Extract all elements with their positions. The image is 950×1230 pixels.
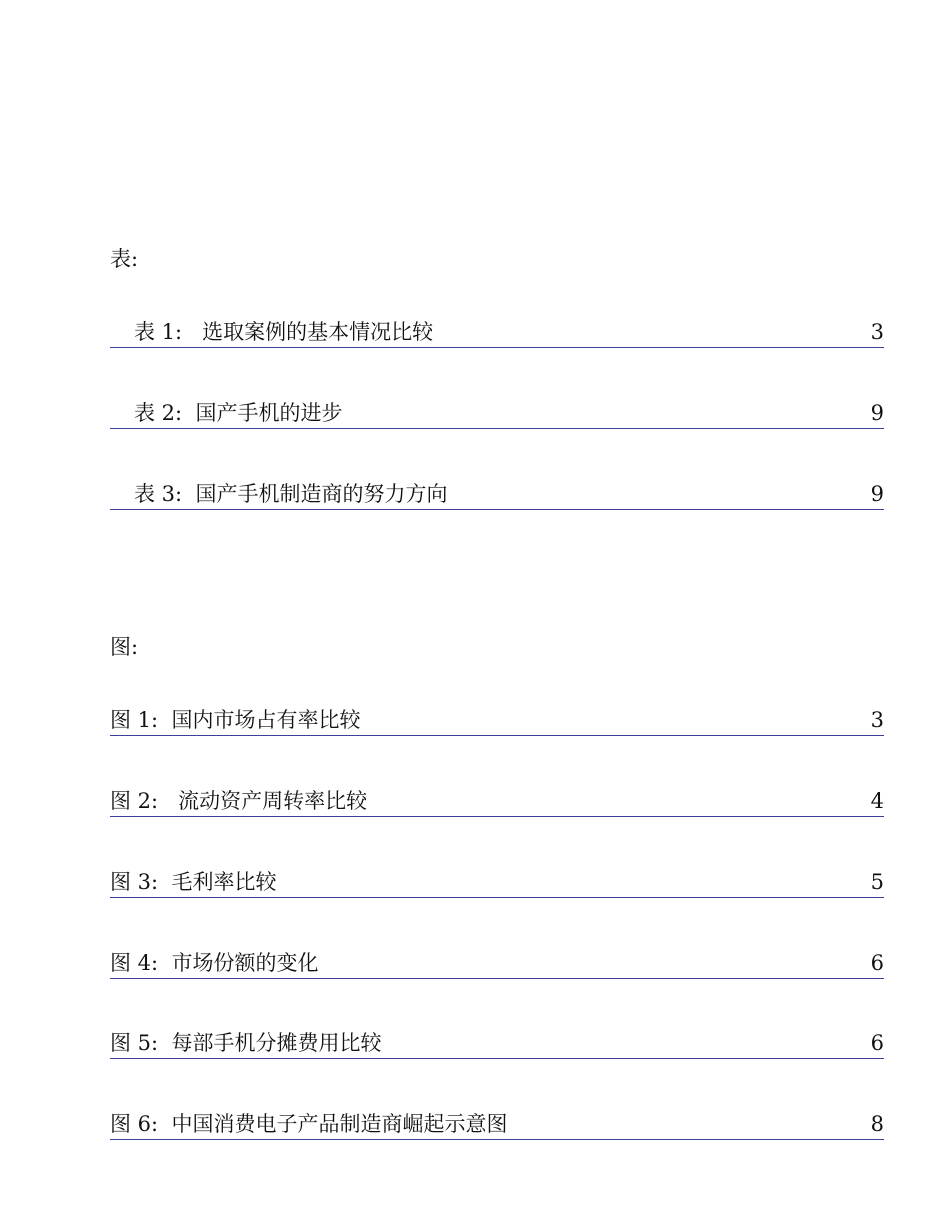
toc-entry-table-3[interactable]	[110, 479, 884, 510]
toc-entry-label: 图 2: 流动资产周转率比较	[110, 789, 368, 813]
toc-entry-page: 3	[870, 708, 884, 732]
toc-entry-page: 9	[870, 401, 884, 425]
toc-entry-page: 4	[870, 789, 884, 813]
toc-entry-table-2[interactable]	[110, 398, 884, 429]
toc-entry-figure-5[interactable]	[110, 1028, 884, 1059]
toc-entry-figure-1[interactable]	[110, 705, 884, 736]
toc-entry-label: 表 2: 国产手机的进步	[134, 401, 343, 425]
toc-entry-figure-6[interactable]	[110, 1109, 884, 1140]
toc-entry-label: 图 3: 毛利率比较	[110, 870, 277, 894]
toc-entry-label: 图 1: 国内市场占有率比较	[110, 708, 361, 732]
figures-section-heading: 图:	[110, 635, 139, 659]
toc-entry-label: 图 5: 每部手机分摊费用比较	[110, 1031, 382, 1055]
toc-entry-page: 3	[870, 320, 884, 344]
toc-entry-label: 图 4: 市场份额的变化	[110, 951, 319, 975]
toc-entry-label: 表 3: 国产手机制造商的努力方向	[134, 482, 448, 506]
toc-entry-page: 6	[870, 951, 884, 975]
tables-section-heading: 表:	[110, 247, 139, 271]
toc-entry-label: 表 1: 选取案例的基本情况比较	[134, 320, 434, 344]
toc-entry-page: 8	[870, 1112, 884, 1136]
toc-entry-table-1[interactable]	[110, 317, 884, 348]
toc-entry-label: 图 6: 中国消费电子产品制造商崛起示意图	[110, 1112, 508, 1136]
toc-entry-page: 6	[870, 1031, 884, 1055]
toc-entry-figure-4[interactable]	[110, 948, 884, 979]
toc-entry-page: 9	[870, 482, 884, 506]
toc-entry-figure-3[interactable]	[110, 867, 884, 898]
toc-entry-page: 5	[870, 870, 884, 894]
toc-entry-figure-2[interactable]	[110, 786, 884, 817]
